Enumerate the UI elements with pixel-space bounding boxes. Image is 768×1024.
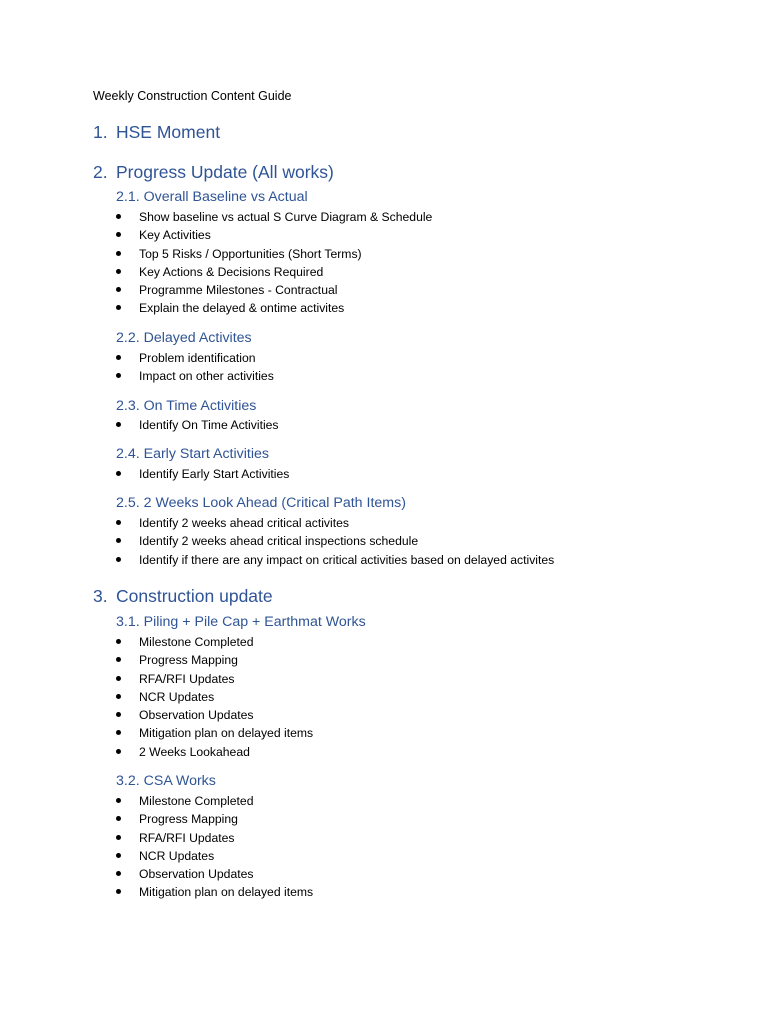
section-heading-hse-moment [93,121,220,143]
section-number: 1. [93,122,108,142]
bullet-icon [116,676,121,681]
subsection-heading-on-time-activities: 2.3. On Time Activities [116,398,257,414]
document-title: Weekly Construction Content Guide [93,89,292,103]
subsection-heading-csa-works: 3.2. CSA Works [116,773,216,789]
bullet-icon [116,694,121,699]
bullet-icon [116,214,121,219]
bullet-icon [116,835,121,840]
bullet-icon [116,871,121,876]
bullet-icon [116,305,121,310]
bullet-icon [116,520,121,525]
bullet-icon [116,712,121,717]
section-title: HSE Moment [116,122,221,142]
section-heading-progress-update [93,161,334,183]
section-heading-construction-update [93,585,273,607]
subsection-heading-piling-works: 3.1. Piling + Pile Cap + Earthmat Works [116,614,366,630]
bullet-icon [116,373,121,378]
bullet-icon [116,749,121,754]
bullet-icon [116,471,121,476]
section-number: 2. [93,162,108,182]
bullet-icon [116,232,121,237]
bullet-icon [116,557,121,562]
subsection-heading-early-start-activities: 2.4. Early Start Activities [116,446,269,462]
bullet-icon [116,853,121,858]
bullet-icon [116,816,121,821]
section-title: Progress Update (All works) [116,162,334,182]
bullet-icon [116,730,121,735]
subsection-heading-delayed-activites: 2.2. Delayed Activites [116,330,252,346]
subsection-heading-baseline-vs-actual: 2.1. Overall Baseline vs Actual [116,189,308,205]
bullet-icon [116,798,121,803]
bullet-icon [116,287,121,292]
subsection-heading-look-ahead: 2.5. 2 Weeks Look Ahead (Critical Path Items) [116,495,406,511]
bullet-icon [116,251,121,256]
bullet-icon [116,538,121,543]
section-title: Construction update [116,586,273,606]
bullet-icon [116,657,121,662]
bullet-icon [116,889,121,894]
section-number: 3. [93,586,108,606]
bullet-icon [116,422,121,427]
document-page: Weekly Construction Content Guide 1. HSE Moment 2. Progress Update (All works) 2.1. Overall Baseline vs Actual Show baseline vs actual S Curve Diagram & Schedule Key Activities Top 5 Risks / Opportunities (Short Terms) Key Actions & Decisions Required Programme Milestones - Contractual Explain the delayed & ontime activites 2.2. Delayed Activites Problem identification Impact on other activities 2.3. On Time Activities Identify On Time Activities 2.4. Early Start Activities Identify Early Start Activities 2.5. 2 Weeks Look Ahead (Critical Path Items) Identify 2 weeks ahead critical activites Identify 2 weeks ahead critical inspections schedule Identify if there are any impact on critical activities based on delayed activites 3. Construction update 3.1. Piling + Pile Cap + Earthmat Works Milestone Completed Progress Mapping RFA/RFI Updates NCR Updates Observation Updates Mitigation plan on delayed items 2 Weeks Lookahead 3.2. CSA Works Milestone Completed Progress Mapping RFA/RFI Updates NCR Updates Observation Updates Mitigation plan on delayed items [93,89,555,900]
bullet-icon [116,355,121,360]
bullet-icon [116,269,121,274]
bullet-icon [116,639,121,644]
